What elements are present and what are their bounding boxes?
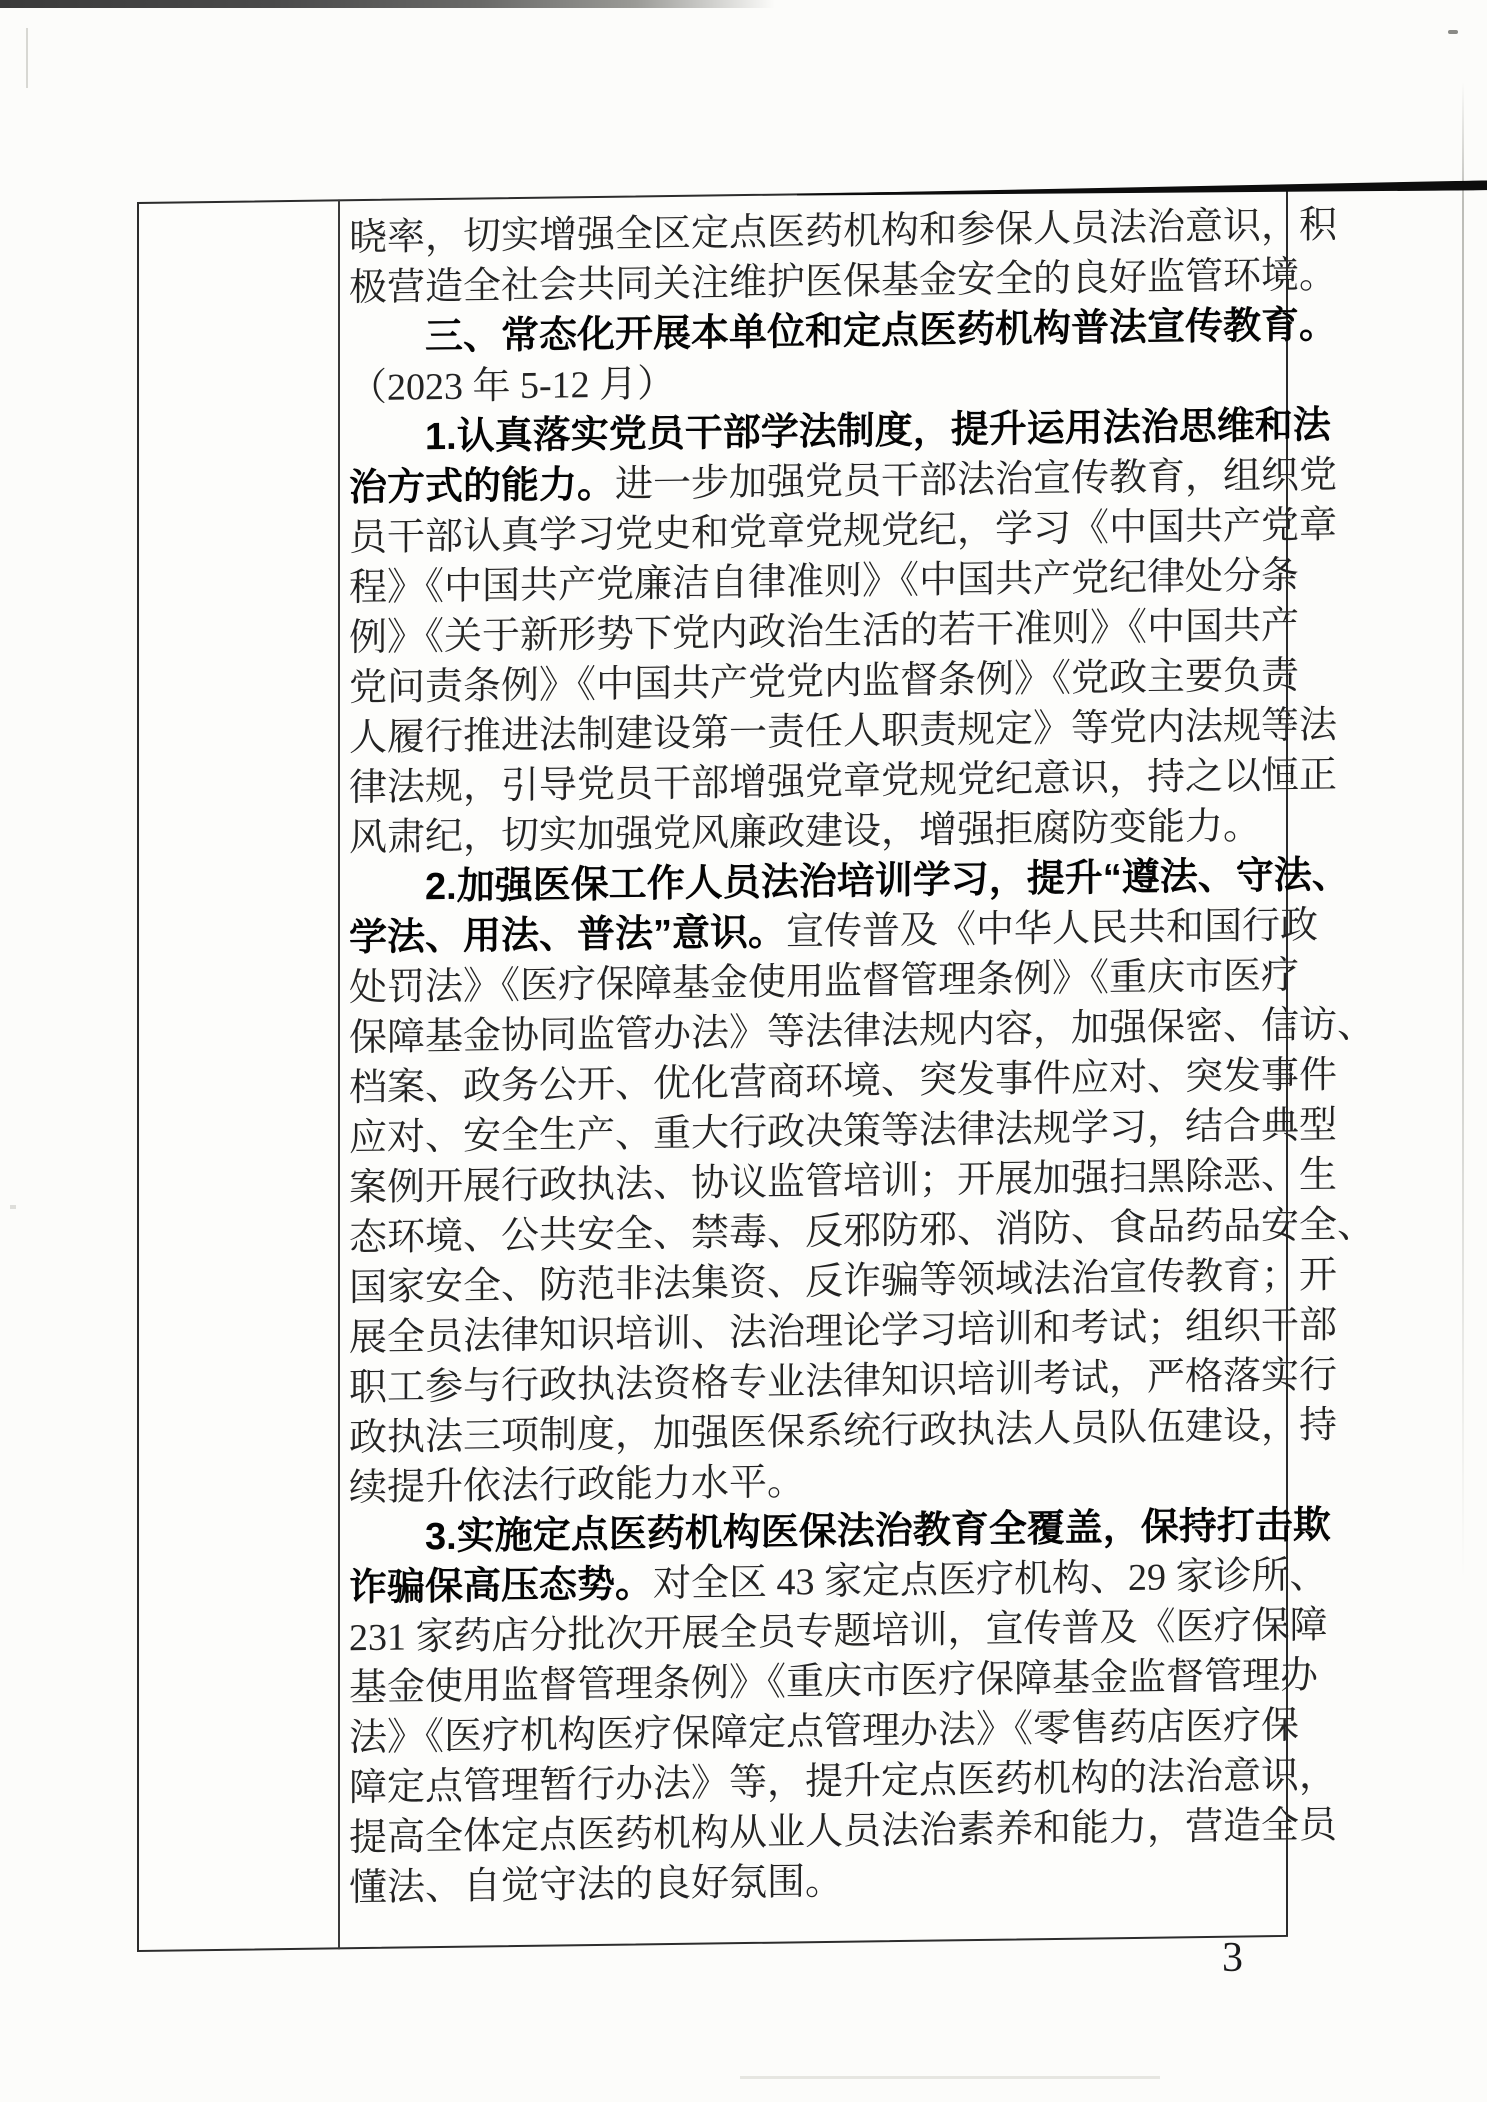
line-normal-segment: 程》《中国共产党廉洁自律准则》《中国共产党纪律处分条 — [349, 554, 1300, 610]
line-bold-segment: 3.实施定点医药机构医保法治教育全覆盖，保持打击欺 — [425, 1504, 1331, 1559]
page-number: 3 — [1222, 1935, 1243, 1981]
line-normal-segment: （2023 年 5-12 月） — [349, 362, 676, 410]
line-normal-segment: 231 家药店分批次开展全员专题培训，宣传普及《医疗保障 — [349, 1604, 1328, 1660]
text-column — [349, 201, 1376, 1913]
line-bold-segment: 治方式的能力。 — [349, 463, 616, 510]
scan-artifact-speck — [26, 28, 28, 88]
line-bold-segment: 2.加强医保工作人员法治培训学习，提升“遵法、守法、 — [425, 854, 1350, 909]
line-bold-segment: 学法、用法、普法”意识。 — [349, 911, 787, 960]
line-normal-segment: 应对、安全生产、重大行政决策等法律法规学习，结合典型 — [349, 1104, 1338, 1160]
line-normal-segment: 基金使用监督管理条例》《重庆市医疗保障基金监督管理办 — [349, 1654, 1319, 1710]
line-normal-segment: 政执法三项制度，加强医保系统行政执法人员队伍建设，持 — [349, 1404, 1338, 1460]
line-normal-segment: 极营造全社会共同关注维护医保基金安全的良好监管环境。 — [349, 254, 1338, 310]
line-normal-segment: 态环境、公共安全、禁毒、反邪防邪、消防、食品药品安全、 — [349, 1203, 1376, 1260]
line-normal-segment: 处罚法》《医疗保障基金使用监督管理条例》《重庆市医疗 — [349, 954, 1300, 1010]
line-normal-segment: 进一步加强党员干部法治宣传教育，组织党 — [615, 454, 1338, 506]
line-normal-segment: 对全区 43 家定点医疗机构、29 家诊所、 — [653, 1554, 1328, 1606]
line-normal-segment: 提高全体定点医药机构从业人员法治素养和能力，营造全员 — [349, 1804, 1338, 1860]
scan-artifact-right-edge — [1462, 82, 1464, 1582]
line-normal-segment: 宣传普及《中华人民共和国行政 — [786, 904, 1319, 954]
line-bold-segment: 1.认真落实党员干部学法制度，提升运用法治思维和法 — [425, 404, 1331, 459]
line-normal-segment: 展全员法律知识培训、法治理论学习培训和考试；组织干部 — [349, 1304, 1338, 1360]
line-normal-segment: 案例开展行政执法、协议监管培训；开展加强扫黑除恶、生 — [349, 1154, 1338, 1210]
line-normal-segment: 保障基金协同监管办法》等法律法规内容，加强保密、信访、 — [349, 1003, 1376, 1060]
line-normal-segment: 律法规，引导党员干部增强党章党规党纪意识，持之以恒正 — [349, 754, 1338, 810]
line-normal-segment: 党问责条例》《中国共产党党内监督条例》《党政主要负责 — [349, 654, 1300, 710]
line-normal-segment: 人履行推进法制建设第一责任人职责规定》等党内法规等法 — [349, 704, 1338, 760]
line-normal-segment: 国家安全、防范非法集资、反诈骗等领域法治宣传教育；开 — [349, 1254, 1338, 1310]
line-normal-segment: 法》《医疗机构医疗保障定点管理办法》《零售药店医疗保 — [349, 1704, 1300, 1760]
table-column-divider — [338, 199, 340, 1949]
scan-artifact-dot — [1448, 30, 1458, 34]
line-normal-segment: 档案、政务公开、优化营商环境、突发事件应对、突发事件 — [349, 1054, 1338, 1110]
line-normal-segment: 职工参与行政执法资格专业法律知识培训考试，严格落实行 — [349, 1354, 1338, 1410]
line-normal-segment: 障定点管理暂行办法》等，提升定点医药机构的法治意识， — [349, 1754, 1338, 1810]
line-normal-segment: 懂法、自觉守法的良好氛围。 — [349, 1860, 844, 1910]
line-normal-segment: 员干部认真学习党史和党章党规党纪，学习《中国共产党章 — [349, 504, 1338, 560]
line-normal-segment: 例》《关于新形势下党内政治生活的若干准则》《中国共产 — [349, 604, 1300, 660]
document-table — [137, 187, 1376, 1952]
line-bold-segment: 诈骗保高压态势。 — [349, 1563, 654, 1610]
line-normal-segment: 续提升依法行政能力水平。 — [349, 1461, 806, 1510]
scan-artifact-top-band — [0, 0, 775, 8]
scan-artifact-bottom-smudge — [740, 2076, 1160, 2079]
line-normal-segment: 风肃纪，切实加强党风廉政建设，增强拒腐防变能力。 — [349, 805, 1262, 860]
line-bold-segment: 三、常态化开展本单位和定点医药机构普法宣传教育。 — [425, 304, 1338, 359]
scan-artifact-speck — [10, 1205, 16, 1209]
line-normal-segment: 晓率，切实增强全区定点医药机构和参保人员法治意识，积 — [349, 204, 1338, 260]
